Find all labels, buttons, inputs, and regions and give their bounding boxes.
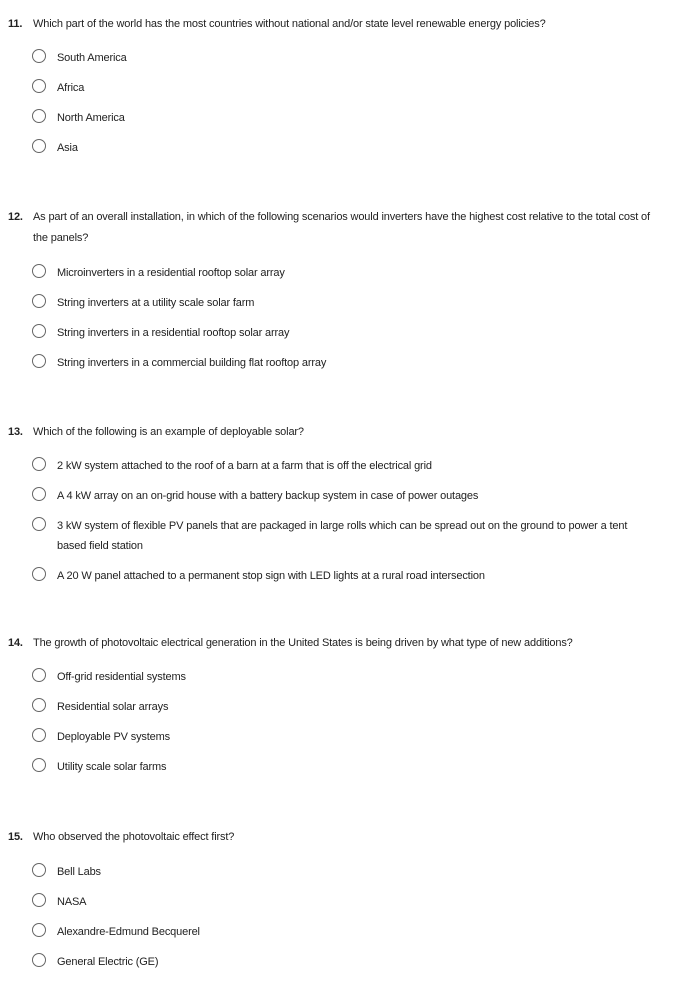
option-ongrid-battery[interactable] bbox=[0, 486, 675, 506]
option-list bbox=[0, 263, 675, 373]
option-label: Africa bbox=[57, 82, 85, 94]
option-label: North America bbox=[57, 112, 125, 124]
question-13 bbox=[0, 422, 675, 586]
option-label: Deployable PV systems bbox=[57, 731, 171, 743]
radio-button[interactable] bbox=[32, 567, 46, 581]
option-list bbox=[0, 456, 675, 586]
option-label: NASA bbox=[57, 896, 87, 908]
option-label: South America bbox=[57, 52, 127, 64]
radio-button[interactable] bbox=[32, 264, 46, 278]
option-flexible-rolls[interactable] bbox=[0, 516, 675, 556]
option-residential-arrays[interactable] bbox=[0, 697, 675, 717]
option-label: String inverters in a commercial building flat rooftop array bbox=[57, 357, 327, 369]
radio-button[interactable] bbox=[32, 354, 46, 368]
radio-button[interactable] bbox=[32, 324, 46, 338]
question-number: 14. bbox=[8, 637, 23, 649]
option-label: General Electric (GE) bbox=[57, 956, 159, 968]
option-string-residential[interactable] bbox=[0, 323, 675, 343]
question-text: Who observed the photovoltaic effect first? bbox=[33, 831, 235, 843]
question-number: 11. bbox=[8, 18, 23, 30]
radio-button[interactable] bbox=[32, 109, 46, 123]
option-stop-sign[interactable] bbox=[0, 566, 675, 586]
option-bell-labs[interactable] bbox=[0, 862, 675, 882]
option-list bbox=[0, 48, 675, 158]
option-label: String inverters at a utility scale solar farm bbox=[57, 297, 255, 309]
radio-button[interactable] bbox=[32, 698, 46, 712]
question-14 bbox=[0, 633, 675, 777]
option-label: Asia bbox=[57, 142, 78, 154]
option-label: Residential solar arrays bbox=[57, 701, 169, 713]
option-label: A 4 kW array on an on-grid house with a battery backup system in case of power outages bbox=[57, 490, 479, 502]
option-label: Microinverters in a residential rooftop solar array bbox=[57, 267, 285, 279]
radio-button[interactable] bbox=[32, 923, 46, 937]
question-text: The growth of photovoltaic electrical generation in the United States is being driven by what type of new additions? bbox=[33, 637, 573, 649]
option-deployable-pv[interactable] bbox=[0, 727, 675, 747]
option-label: 2 kW system attached to the roof of a barn at a farm that is off the electrical grid bbox=[57, 460, 432, 472]
option-becquerel[interactable] bbox=[0, 922, 675, 942]
option-list bbox=[0, 862, 675, 972]
option-label: 3 kW system of flexible PV panels that are packaged in large rolls which can be spread out on the ground to power a tent based field station bbox=[57, 520, 628, 552]
radio-button[interactable] bbox=[32, 668, 46, 682]
option-list bbox=[0, 667, 675, 777]
radio-button[interactable] bbox=[32, 517, 46, 531]
question-prompt bbox=[0, 827, 675, 848]
option-label: Alexandre-Edmund Becquerel bbox=[57, 926, 200, 938]
question-number: 13. bbox=[8, 426, 23, 438]
option-label: Off-grid residential systems bbox=[57, 671, 186, 683]
option-asia[interactable] bbox=[0, 138, 675, 158]
radio-button[interactable] bbox=[32, 863, 46, 877]
option-north-america[interactable] bbox=[0, 108, 675, 128]
radio-button[interactable] bbox=[32, 728, 46, 742]
radio-button[interactable] bbox=[32, 457, 46, 471]
question-prompt bbox=[0, 14, 675, 35]
option-offgrid-residential[interactable] bbox=[0, 667, 675, 687]
question-12 bbox=[0, 207, 675, 373]
option-general-electric[interactable] bbox=[0, 952, 675, 972]
option-label: Bell Labs bbox=[57, 866, 101, 878]
option-microinverters-residential[interactable] bbox=[0, 263, 675, 283]
option-nasa[interactable] bbox=[0, 892, 675, 912]
question-text: Which part of the world has the most countries without national and/or state level renewable energy policies? bbox=[33, 18, 546, 30]
option-label: Utility scale solar farms bbox=[57, 761, 167, 773]
radio-button[interactable] bbox=[32, 487, 46, 501]
radio-button[interactable] bbox=[32, 893, 46, 907]
radio-button[interactable] bbox=[32, 79, 46, 93]
question-text: Which of the following is an example of deployable solar? bbox=[33, 426, 304, 438]
question-text: As part of an overall installation, in which of the following scenarios would inverters have the highest cost relative to the total cost of the panels? bbox=[33, 211, 650, 244]
question-number: 15. bbox=[8, 831, 23, 843]
option-string-utility[interactable] bbox=[0, 293, 675, 313]
question-prompt bbox=[0, 633, 675, 654]
radio-button[interactable] bbox=[32, 294, 46, 308]
question-prompt bbox=[0, 207, 675, 249]
question-prompt bbox=[0, 422, 675, 443]
option-utility-farms[interactable] bbox=[0, 757, 675, 777]
radio-button[interactable] bbox=[32, 953, 46, 967]
question-number: 12. bbox=[8, 211, 23, 223]
option-south-america[interactable] bbox=[0, 48, 675, 68]
option-string-commercial[interactable] bbox=[0, 353, 675, 373]
radio-button[interactable] bbox=[32, 758, 46, 772]
option-label: A 20 W panel attached to a permanent stop sign with LED lights at a rural road intersection bbox=[57, 570, 485, 582]
question-11 bbox=[0, 14, 675, 158]
option-barn-offgrid[interactable] bbox=[0, 456, 675, 476]
option-africa[interactable] bbox=[0, 78, 675, 98]
radio-button[interactable] bbox=[32, 139, 46, 153]
question-15 bbox=[0, 827, 675, 972]
radio-button[interactable] bbox=[32, 49, 46, 63]
option-label: String inverters in a residential rooftop solar array bbox=[57, 327, 290, 339]
